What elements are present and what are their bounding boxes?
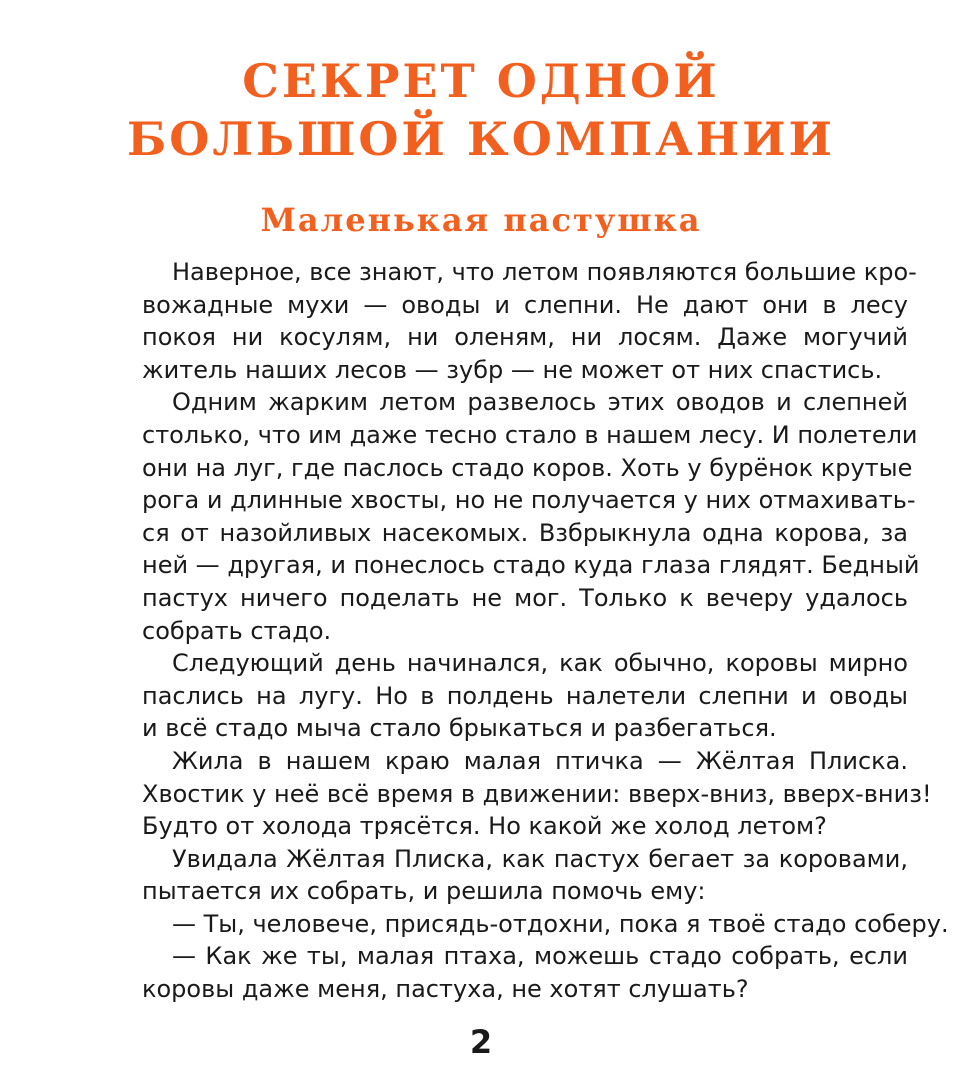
chapter-title [0,52,962,168]
text-line: Одним жарким летом развелось этих оводов и слепней [172,388,908,417]
paragraph-1 [142,256,917,386]
paragraph-7 [142,940,908,1005]
text-line: покоя ни косулям, ни оленям, ни лосям. Даже могучий [142,323,908,352]
chapter-title-line-1: СЕКРЕТ ОДНОЙ [242,54,720,108]
text-line: пастух ничего поделать не мог. Только к вечеру удалось [142,583,908,612]
text-line: ней — другая, и понеслось стадо куда глаза глядят. Бедный [142,551,920,580]
story-text [142,256,949,1006]
text-line: — Ты, человече, присядь-отдохни, пока я твоё стадо соберу. [172,909,949,938]
text-line: Хвостик у неё всё время в движении: вверх-вниз, вверх-вниз! [142,779,932,808]
text-line: они на луг, где паслось стадо коров. Хоть у бурёнок крутые [142,453,913,482]
page-number: 2 [469,1023,493,1061]
text-line: коровы даже меня, пастуха, не хотят слушать? [142,975,749,1004]
text-line: паслись на лугу. Но в полдень налетели слепни и оводы [142,681,908,710]
chapter-title-line-2: БОЛЬШОЙ КОМПАНИИ [126,112,835,166]
text-line: рога и длинные хвосты, но не получается у них отмахивать- [142,486,916,515]
text-line: ся от назойливых насекомых. Взбрыкнула одна корова, за [142,518,908,547]
text-line: Увидала Жёлтая Плиска, как пастух бегает за коровами, [172,844,908,873]
section-subtitle: Маленькая пастушка [260,201,702,239]
paragraph-5 [142,843,908,908]
text-line: Будто от холода трясётся. Но какой же холод летом? [142,812,827,841]
text-line: пытается их собрать, и решила помочь ему: [142,877,706,906]
text-line: житель наших лесов — зубр — не может от них спастись. [142,355,883,384]
paragraph-6 [142,908,949,941]
text-line: Наверное, все знают, что летом появляются большие кро- [172,258,917,286]
text-line: собрать стадо. [142,616,332,645]
text-line: — Как же ты, малая птаха, можешь стадо собрать, если [172,942,908,971]
paragraph-4 [142,745,932,843]
paragraph-3 [142,647,908,745]
text-line: Жила в нашем краю малая птичка — Жёлтая Плиска. [172,746,908,775]
paragraph-2 [142,386,920,647]
text-line: вожадные мухи — оводы и слепни. Не дают они в лесу [142,290,908,319]
text-line: и всё стадо мыча стало брыкаться и разбегаться. [142,714,777,743]
text-line: столько, что им даже тесно стало в нашем лесу. И полетели [142,420,918,449]
text-line: Следующий день начинался, как обычно, коровы мирно [172,649,908,678]
